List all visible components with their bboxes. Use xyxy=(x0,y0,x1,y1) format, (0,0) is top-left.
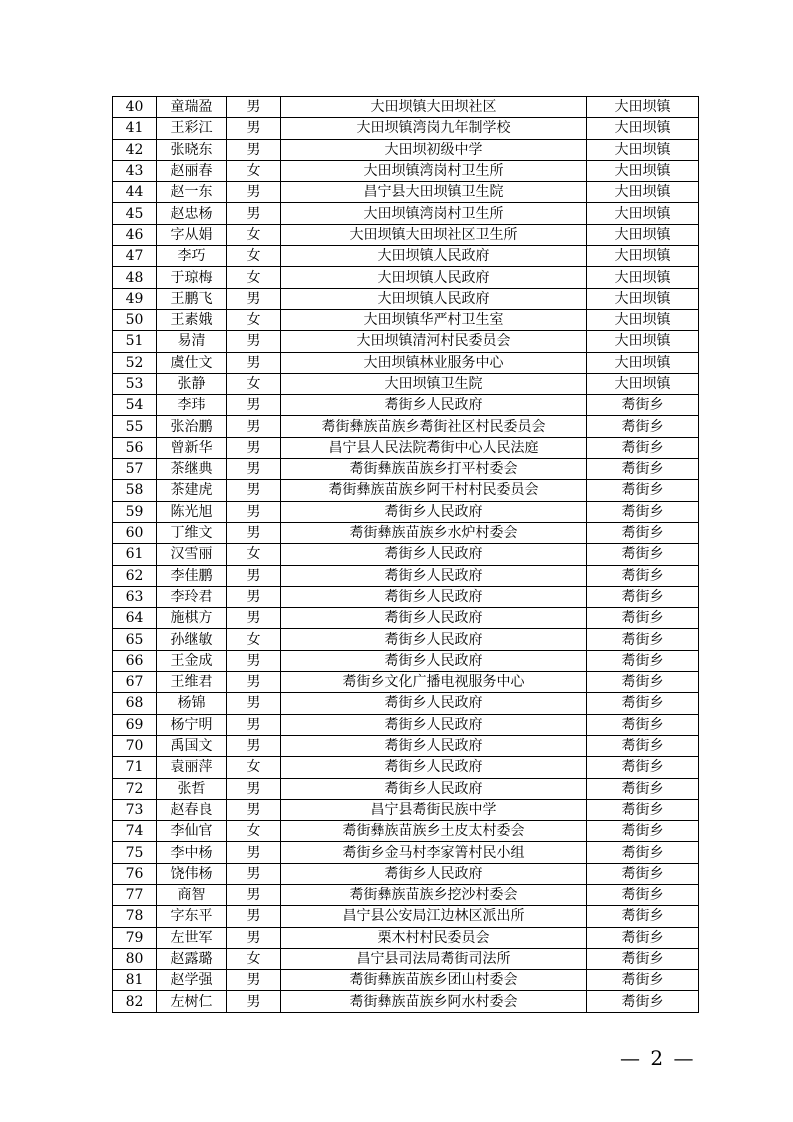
gender-cell: 男 xyxy=(227,331,281,352)
table-row xyxy=(113,331,699,352)
gender-cell: 女 xyxy=(227,373,281,394)
row-number-cell: 78 xyxy=(113,906,157,927)
township-cell: 耈街乡 xyxy=(587,459,699,480)
township-cell: 耈街乡 xyxy=(587,501,699,522)
gender-cell: 男 xyxy=(227,608,281,629)
table-row xyxy=(113,586,699,607)
township-cell: 大田坝镇 xyxy=(587,224,699,245)
name-cell: 张静 xyxy=(157,373,227,394)
name-cell: 童瑞盈 xyxy=(157,97,227,118)
workplace-cell: 耈街乡人民政府 xyxy=(281,650,587,671)
name-cell: 张哲 xyxy=(157,778,227,799)
workplace-cell: 耈街乡金马村李家箐村民小组 xyxy=(281,842,587,863)
name-cell: 李中杨 xyxy=(157,842,227,863)
workplace-cell: 大田坝镇林业服务中心 xyxy=(281,352,587,373)
gender-cell: 男 xyxy=(227,863,281,884)
row-number-cell: 61 xyxy=(113,544,157,565)
gender-cell: 男 xyxy=(227,139,281,160)
name-cell: 茶继典 xyxy=(157,459,227,480)
table-row xyxy=(113,991,699,1012)
name-cell: 丁维文 xyxy=(157,522,227,543)
township-cell: 大田坝镇 xyxy=(587,246,699,267)
row-number-cell: 74 xyxy=(113,821,157,842)
table-row xyxy=(113,288,699,309)
row-number-cell: 50 xyxy=(113,309,157,330)
workplace-cell: 耈街乡人民政府 xyxy=(281,501,587,522)
row-number-cell: 44 xyxy=(113,182,157,203)
table-row xyxy=(113,459,699,480)
gender-cell: 女 xyxy=(227,948,281,969)
workplace-cell: 耈街彝族苗族乡阿水村委会 xyxy=(281,991,587,1012)
township-cell: 大田坝镇 xyxy=(587,309,699,330)
row-number-cell: 59 xyxy=(113,501,157,522)
name-cell: 李巧 xyxy=(157,246,227,267)
table-row xyxy=(113,182,699,203)
name-cell: 李玮 xyxy=(157,395,227,416)
gender-cell: 男 xyxy=(227,586,281,607)
workplace-cell: 耈街乡人民政府 xyxy=(281,714,587,735)
township-cell: 耈街乡 xyxy=(587,565,699,586)
workplace-cell: 大田坝镇湾岗村卫生所 xyxy=(281,160,587,181)
name-cell: 赵忠杨 xyxy=(157,203,227,224)
gender-cell: 男 xyxy=(227,906,281,927)
workplace-cell: 昌宁县大田坝镇卫生院 xyxy=(281,182,587,203)
name-cell: 王鹏飞 xyxy=(157,288,227,309)
gender-cell: 男 xyxy=(227,522,281,543)
gender-cell: 男 xyxy=(227,118,281,139)
table-row xyxy=(113,842,699,863)
name-cell: 易清 xyxy=(157,331,227,352)
name-cell: 汉雪丽 xyxy=(157,544,227,565)
workplace-cell: 耈街乡人民政府 xyxy=(281,544,587,565)
page-number: — 2 — xyxy=(620,1046,696,1070)
name-cell: 赵学强 xyxy=(157,970,227,991)
table-row xyxy=(113,778,699,799)
name-cell: 赵一东 xyxy=(157,182,227,203)
row-number-cell: 40 xyxy=(113,97,157,118)
township-cell: 耈街乡 xyxy=(587,757,699,778)
gender-cell: 男 xyxy=(227,991,281,1012)
name-cell: 张治鹏 xyxy=(157,416,227,437)
workplace-cell: 耈街彝族苗族乡土皮太村委会 xyxy=(281,821,587,842)
gender-cell: 男 xyxy=(227,480,281,501)
gender-cell: 男 xyxy=(227,459,281,480)
row-number-cell: 51 xyxy=(113,331,157,352)
workplace-cell: 耈街彝族苗族乡水炉村委会 xyxy=(281,522,587,543)
table-row xyxy=(113,267,699,288)
workplace-cell: 昌宁县司法局耈街司法所 xyxy=(281,948,587,969)
table-row xyxy=(113,395,699,416)
name-cell: 袁丽萍 xyxy=(157,757,227,778)
name-cell: 左世军 xyxy=(157,927,227,948)
table-row xyxy=(113,480,699,501)
name-cell: 赵春良 xyxy=(157,799,227,820)
gender-cell: 男 xyxy=(227,416,281,437)
workplace-cell: 大田坝镇湾岗村卫生所 xyxy=(281,203,587,224)
row-number-cell: 53 xyxy=(113,373,157,394)
roster-table-body xyxy=(113,97,699,1013)
township-cell: 大田坝镇 xyxy=(587,97,699,118)
township-cell: 耈街乡 xyxy=(587,395,699,416)
row-number-cell: 45 xyxy=(113,203,157,224)
name-cell: 李佳鹏 xyxy=(157,565,227,586)
row-number-cell: 70 xyxy=(113,735,157,756)
township-cell: 耈街乡 xyxy=(587,948,699,969)
workplace-cell: 耈街彝族苗族乡挖沙村委会 xyxy=(281,884,587,905)
name-cell: 虞仕文 xyxy=(157,352,227,373)
row-number-cell: 79 xyxy=(113,927,157,948)
name-cell: 茶建虎 xyxy=(157,480,227,501)
workplace-cell: 大田坝镇人民政府 xyxy=(281,246,587,267)
row-number-cell: 49 xyxy=(113,288,157,309)
township-cell: 耈街乡 xyxy=(587,522,699,543)
gender-cell: 女 xyxy=(227,757,281,778)
row-number-cell: 68 xyxy=(113,693,157,714)
table-row xyxy=(113,139,699,160)
workplace-cell: 大田坝镇华严村卫生室 xyxy=(281,309,587,330)
table-row xyxy=(113,799,699,820)
township-cell: 耈街乡 xyxy=(587,416,699,437)
table-row xyxy=(113,203,699,224)
row-number-cell: 65 xyxy=(113,629,157,650)
table-row xyxy=(113,118,699,139)
gender-cell: 男 xyxy=(227,778,281,799)
name-cell: 饶伟杨 xyxy=(157,863,227,884)
workplace-cell: 耈街乡人民政府 xyxy=(281,693,587,714)
workplace-cell: 大田坝镇大田坝社区 xyxy=(281,97,587,118)
row-number-cell: 81 xyxy=(113,970,157,991)
gender-cell: 男 xyxy=(227,437,281,458)
gender-cell: 男 xyxy=(227,884,281,905)
gender-cell: 男 xyxy=(227,203,281,224)
township-cell: 耈街乡 xyxy=(587,544,699,565)
workplace-cell: 耈街乡人民政府 xyxy=(281,629,587,650)
row-number-cell: 42 xyxy=(113,139,157,160)
table-row xyxy=(113,927,699,948)
name-cell: 于琼梅 xyxy=(157,267,227,288)
row-number-cell: 60 xyxy=(113,522,157,543)
row-number-cell: 69 xyxy=(113,714,157,735)
table-row xyxy=(113,416,699,437)
gender-cell: 男 xyxy=(227,565,281,586)
workplace-cell: 耈街乡人民政府 xyxy=(281,586,587,607)
row-number-cell: 63 xyxy=(113,586,157,607)
gender-cell: 女 xyxy=(227,629,281,650)
table-row xyxy=(113,629,699,650)
township-cell: 耈街乡 xyxy=(587,991,699,1012)
township-cell: 大田坝镇 xyxy=(587,160,699,181)
name-cell: 字东平 xyxy=(157,906,227,927)
row-number-cell: 64 xyxy=(113,608,157,629)
table-row xyxy=(113,948,699,969)
workplace-cell: 栗木村村民委员会 xyxy=(281,927,587,948)
gender-cell: 男 xyxy=(227,501,281,522)
row-number-cell: 43 xyxy=(113,160,157,181)
township-cell: 大田坝镇 xyxy=(587,373,699,394)
table-row xyxy=(113,373,699,394)
township-cell: 耈街乡 xyxy=(587,714,699,735)
table-row xyxy=(113,565,699,586)
name-cell: 王彩江 xyxy=(157,118,227,139)
row-number-cell: 76 xyxy=(113,863,157,884)
gender-cell: 男 xyxy=(227,672,281,693)
township-cell: 耈街乡 xyxy=(587,863,699,884)
table-row xyxy=(113,246,699,267)
workplace-cell: 耈街彝族苗族乡阿干村村民委员会 xyxy=(281,480,587,501)
table-row xyxy=(113,522,699,543)
row-number-cell: 67 xyxy=(113,672,157,693)
name-cell: 禹国文 xyxy=(157,735,227,756)
name-cell: 商智 xyxy=(157,884,227,905)
workplace-cell: 昌宁县公安局江边林区派出所 xyxy=(281,906,587,927)
township-cell: 耈街乡 xyxy=(587,629,699,650)
township-cell: 大田坝镇 xyxy=(587,352,699,373)
workplace-cell: 大田坝镇清河村民委员会 xyxy=(281,331,587,352)
gender-cell: 男 xyxy=(227,842,281,863)
name-cell: 赵露璐 xyxy=(157,948,227,969)
gender-cell: 男 xyxy=(227,714,281,735)
row-number-cell: 66 xyxy=(113,650,157,671)
row-number-cell: 48 xyxy=(113,267,157,288)
township-cell: 耈街乡 xyxy=(587,906,699,927)
workplace-cell: 昌宁县耈街民族中学 xyxy=(281,799,587,820)
workplace-cell: 昌宁县人民法院耈街中心人民法庭 xyxy=(281,437,587,458)
name-cell: 李玲君 xyxy=(157,586,227,607)
gender-cell: 男 xyxy=(227,182,281,203)
gender-cell: 女 xyxy=(227,224,281,245)
name-cell: 张晓东 xyxy=(157,139,227,160)
table-row xyxy=(113,821,699,842)
township-cell: 大田坝镇 xyxy=(587,331,699,352)
row-number-cell: 71 xyxy=(113,757,157,778)
table-row xyxy=(113,735,699,756)
township-cell: 大田坝镇 xyxy=(587,118,699,139)
row-number-cell: 72 xyxy=(113,778,157,799)
gender-cell: 男 xyxy=(227,352,281,373)
township-cell: 耈街乡 xyxy=(587,586,699,607)
table-row xyxy=(113,884,699,905)
gender-cell: 女 xyxy=(227,246,281,267)
name-cell: 施棋方 xyxy=(157,608,227,629)
township-cell: 耈街乡 xyxy=(587,437,699,458)
name-cell: 孙继敏 xyxy=(157,629,227,650)
table-row xyxy=(113,608,699,629)
roster-table xyxy=(112,96,699,1013)
workplace-cell: 大田坝镇大田坝社区卫生所 xyxy=(281,224,587,245)
gender-cell: 男 xyxy=(227,927,281,948)
township-cell: 大田坝镇 xyxy=(587,267,699,288)
gender-cell: 女 xyxy=(227,821,281,842)
workplace-cell: 大田坝镇湾岗九年制学校 xyxy=(281,118,587,139)
township-cell: 耈街乡 xyxy=(587,842,699,863)
township-cell: 大田坝镇 xyxy=(587,288,699,309)
gender-cell: 男 xyxy=(227,97,281,118)
table-row xyxy=(113,714,699,735)
workplace-cell: 大田坝镇人民政府 xyxy=(281,267,587,288)
gender-cell: 男 xyxy=(227,970,281,991)
township-cell: 耈街乡 xyxy=(587,927,699,948)
gender-cell: 男 xyxy=(227,395,281,416)
table-row xyxy=(113,863,699,884)
row-number-cell: 58 xyxy=(113,480,157,501)
township-cell: 耈街乡 xyxy=(587,480,699,501)
workplace-cell: 耈街乡人民政府 xyxy=(281,395,587,416)
table-row xyxy=(113,970,699,991)
table-row xyxy=(113,97,699,118)
gender-cell: 女 xyxy=(227,309,281,330)
row-number-cell: 73 xyxy=(113,799,157,820)
workplace-cell: 耈街乡人民政府 xyxy=(281,735,587,756)
gender-cell: 男 xyxy=(227,735,281,756)
table-row xyxy=(113,906,699,927)
gender-cell: 男 xyxy=(227,693,281,714)
gender-cell: 男 xyxy=(227,288,281,309)
name-cell: 左树仁 xyxy=(157,991,227,1012)
township-cell: 大田坝镇 xyxy=(587,203,699,224)
workplace-cell: 耈街彝族苗族乡耈街社区村民委员会 xyxy=(281,416,587,437)
name-cell: 王素娥 xyxy=(157,309,227,330)
row-number-cell: 82 xyxy=(113,991,157,1012)
township-cell: 耈街乡 xyxy=(587,650,699,671)
row-number-cell: 46 xyxy=(113,224,157,245)
table-row xyxy=(113,224,699,245)
workplace-cell: 耈街乡人民政府 xyxy=(281,565,587,586)
township-cell: 耈街乡 xyxy=(587,608,699,629)
workplace-cell: 耈街乡人民政府 xyxy=(281,778,587,799)
gender-cell: 女 xyxy=(227,160,281,181)
row-number-cell: 77 xyxy=(113,884,157,905)
table-row xyxy=(113,650,699,671)
workplace-cell: 大田坝初级中学 xyxy=(281,139,587,160)
name-cell: 曾新华 xyxy=(157,437,227,458)
township-cell: 耈街乡 xyxy=(587,693,699,714)
row-number-cell: 41 xyxy=(113,118,157,139)
row-number-cell: 62 xyxy=(113,565,157,586)
workplace-cell: 耈街乡人民政府 xyxy=(281,608,587,629)
table-row xyxy=(113,352,699,373)
row-number-cell: 75 xyxy=(113,842,157,863)
workplace-cell: 耈街彝族苗族乡打平村委会 xyxy=(281,459,587,480)
table-row xyxy=(113,757,699,778)
name-cell: 赵丽春 xyxy=(157,160,227,181)
row-number-cell: 52 xyxy=(113,352,157,373)
workplace-cell: 耈街乡人民政府 xyxy=(281,863,587,884)
row-number-cell: 80 xyxy=(113,948,157,969)
row-number-cell: 54 xyxy=(113,395,157,416)
township-cell: 大田坝镇 xyxy=(587,182,699,203)
township-cell: 耈街乡 xyxy=(587,799,699,820)
gender-cell: 女 xyxy=(227,267,281,288)
township-cell: 耈街乡 xyxy=(587,884,699,905)
workplace-cell: 耈街乡文化广播电视服务中心 xyxy=(281,672,587,693)
row-number-cell: 56 xyxy=(113,437,157,458)
township-cell: 耈街乡 xyxy=(587,672,699,693)
table-row xyxy=(113,544,699,565)
workplace-cell: 耈街彝族苗族乡团山村委会 xyxy=(281,970,587,991)
name-cell: 字从娟 xyxy=(157,224,227,245)
table-row xyxy=(113,160,699,181)
township-cell: 大田坝镇 xyxy=(587,139,699,160)
name-cell: 王金成 xyxy=(157,650,227,671)
township-cell: 耈街乡 xyxy=(587,970,699,991)
township-cell: 耈街乡 xyxy=(587,821,699,842)
row-number-cell: 55 xyxy=(113,416,157,437)
township-cell: 耈街乡 xyxy=(587,778,699,799)
gender-cell: 男 xyxy=(227,650,281,671)
row-number-cell: 47 xyxy=(113,246,157,267)
workplace-cell: 大田坝镇卫生院 xyxy=(281,373,587,394)
workplace-cell: 耈街乡人民政府 xyxy=(281,757,587,778)
table-row xyxy=(113,672,699,693)
gender-cell: 男 xyxy=(227,799,281,820)
township-cell: 耈街乡 xyxy=(587,735,699,756)
table-row xyxy=(113,309,699,330)
name-cell: 杨宁明 xyxy=(157,714,227,735)
row-number-cell: 57 xyxy=(113,459,157,480)
name-cell: 杨锦 xyxy=(157,693,227,714)
name-cell: 王维君 xyxy=(157,672,227,693)
gender-cell: 女 xyxy=(227,544,281,565)
table-row xyxy=(113,693,699,714)
workplace-cell: 大田坝镇人民政府 xyxy=(281,288,587,309)
table-row xyxy=(113,501,699,522)
name-cell: 陈光旭 xyxy=(157,501,227,522)
name-cell: 李仙官 xyxy=(157,821,227,842)
table-row xyxy=(113,437,699,458)
